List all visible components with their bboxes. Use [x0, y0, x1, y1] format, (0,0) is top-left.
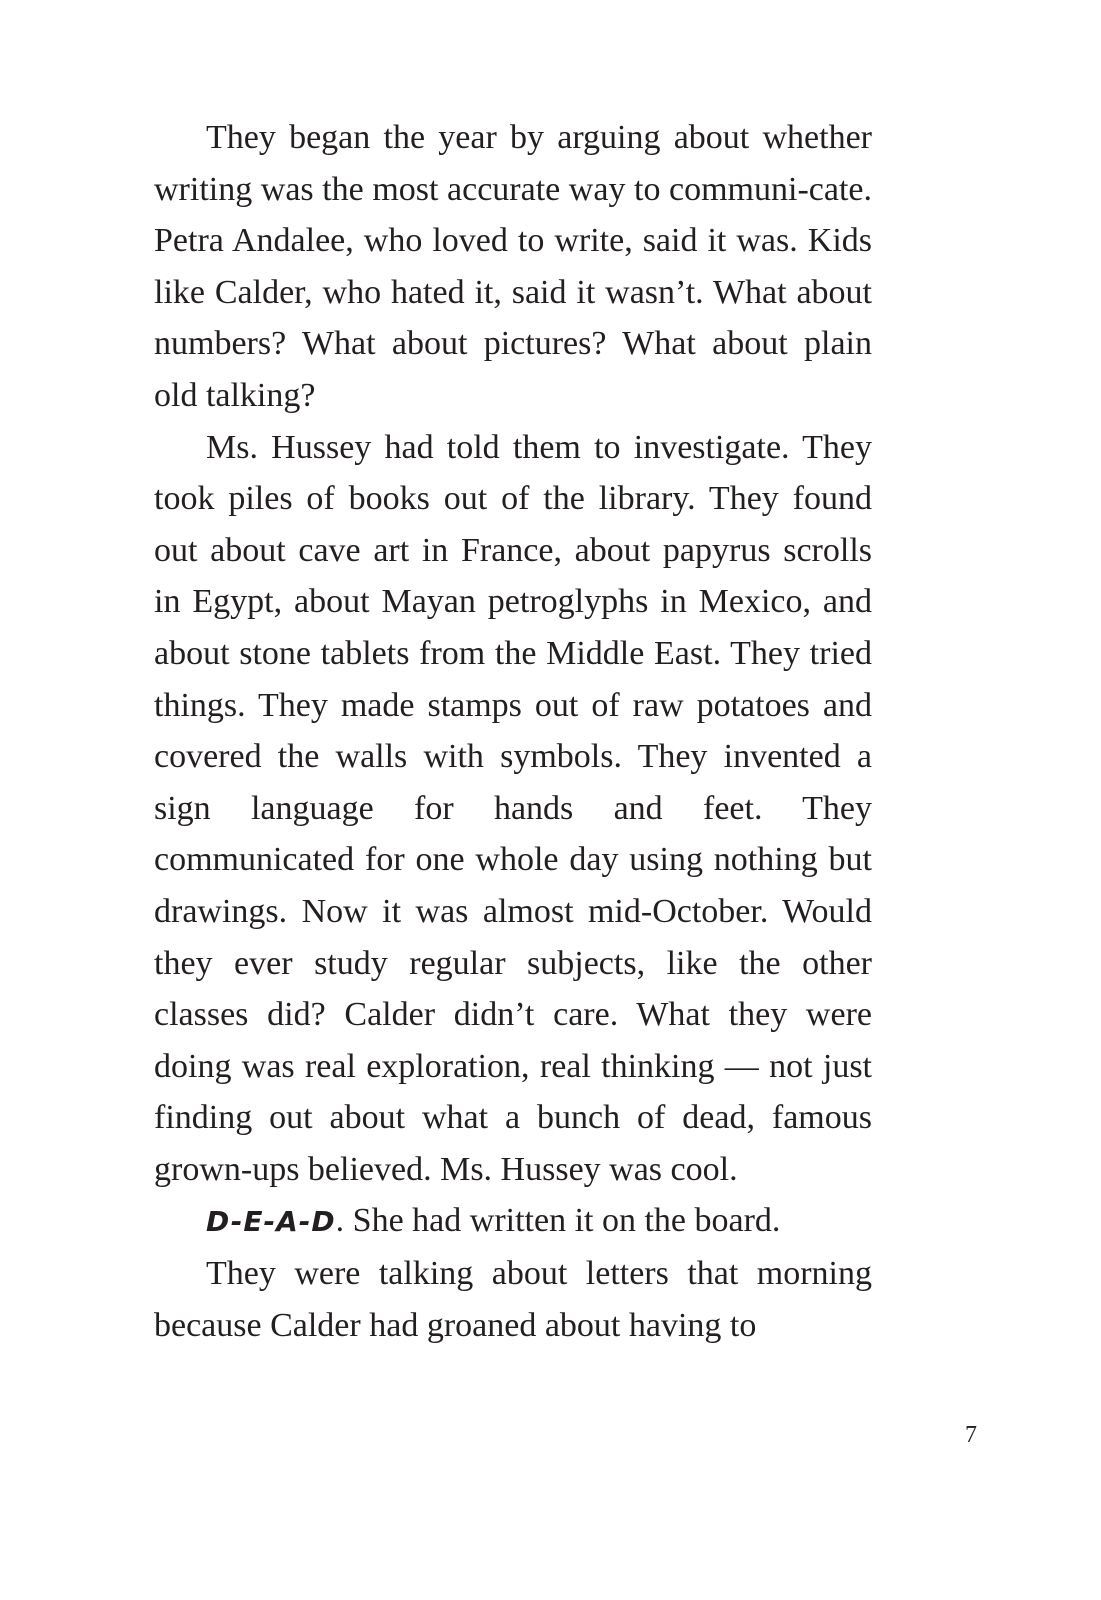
- paragraph-2: Ms. Hussey had told them to investigate. They took piles of books out of the library. They found out about cave art in France, about papyrus scrolls in Egypt, about Mayan petroglyphs in Mexico, and about stone tablets from the Middle East. They tried things. They made stamps out of raw potatoes and covered the walls with symbols. They invented a sign language for hands and feet. They communicated for one whole day using nothing but drawings. Now it was almost mid-October. Would they ever study regular subjects, like the other classes did? Calder didn’t care. What they were doing was real exploration, real thinking — not just finding out about what a bunch of dead, famous grown-ups believed. Ms. Hussey was cool.: [154, 428, 872, 1188]
- paragraph-4: They were talking about letters that morning because Calder had groaned about having to: [154, 1255, 872, 1344]
- paragraph-3: [154, 1195, 872, 1248]
- body-text: [154, 112, 872, 1351]
- dead-stylized-word: D-E-A-D: [206, 1205, 336, 1239]
- paragraph-3-text: . She had written it on the board.: [335, 1202, 781, 1240]
- paragraph-1: They began the year by arguing about whether writing was the most accurate way to communi-cate. Petra Andalee, who loved to write, said it was. Kids like Calder, who hated it, said it wasn’t. What about numbers? What about pictures? What about plain old talking?: [154, 119, 872, 414]
- page-number: 7: [965, 1422, 977, 1448]
